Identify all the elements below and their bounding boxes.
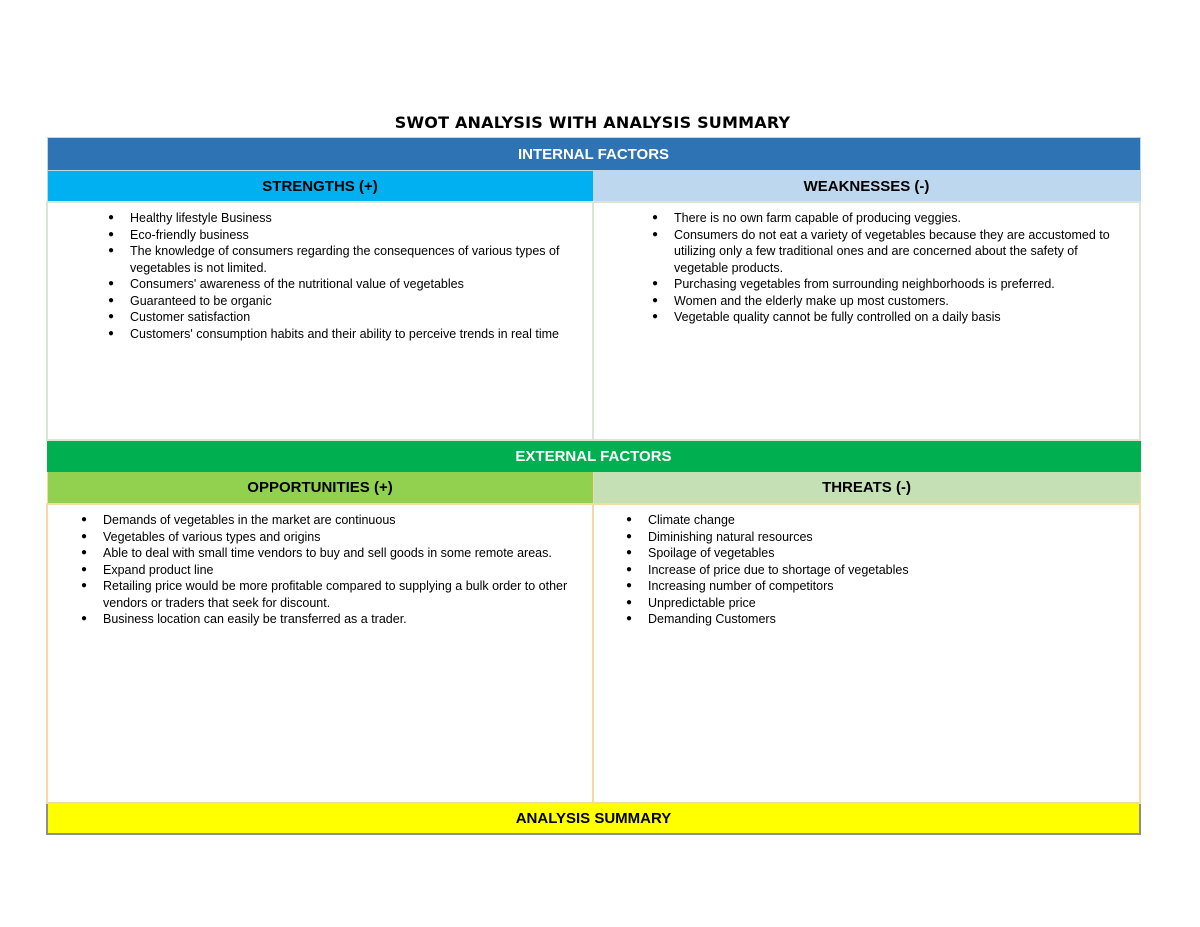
bullet-icon: ● bbox=[652, 278, 659, 289]
bullet-icon: ● bbox=[652, 294, 659, 306]
list-item-text: Climate change bbox=[648, 513, 735, 527]
bullet-icon: ● bbox=[652, 311, 659, 322]
bullet-icon: ● bbox=[626, 514, 633, 525]
list-item bbox=[108, 326, 582, 343]
list-item bbox=[81, 529, 582, 546]
weaknesses-cell bbox=[593, 202, 1140, 440]
opportunities-header: OPPORTUNITIES (+) bbox=[47, 472, 593, 505]
list-item bbox=[626, 545, 1129, 562]
list-item-text: Retailing price would be more profitable compared to supplying a bulk order to other vendors or traders that seek for discount. bbox=[103, 579, 568, 610]
internal-factors-header: INTERNAL FACTORS bbox=[47, 138, 1140, 171]
list-item-text: The knowledge of consumers regarding the consequences of various types of vegetables is not limited. bbox=[130, 244, 560, 275]
bullet-icon: ● bbox=[108, 228, 115, 240]
list-item bbox=[108, 293, 582, 310]
list-item-text: There is no own farm capable of producing veggies. bbox=[674, 211, 961, 225]
list-item-text: Customers' consumption habits and their ability to perceive trends in real time bbox=[130, 326, 559, 341]
bullet-icon: ● bbox=[81, 613, 88, 624]
swot-table bbox=[46, 137, 1141, 835]
list-item-text: Consumers do not eat a variety of vegetables because they are accustomed to utilizing only a few traditional ones and are concerned about the safety of vegetable products. bbox=[674, 227, 1110, 275]
bullet-icon: ● bbox=[626, 547, 633, 558]
bullet-icon: ● bbox=[108, 245, 115, 256]
list-item bbox=[626, 529, 1129, 546]
list-item-text: Guaranteed to be organic bbox=[130, 293, 272, 308]
threats-cell bbox=[593, 504, 1140, 803]
bullet-icon: ● bbox=[626, 563, 633, 575]
bullet-icon: ● bbox=[626, 613, 633, 624]
list-item bbox=[81, 611, 582, 628]
list-item bbox=[626, 512, 1129, 529]
list-item-text: Spoilage of vegetables bbox=[648, 546, 775, 560]
list-item-text: Vegetable quality cannot be fully controlled on a daily basis bbox=[674, 310, 1001, 324]
list-item-text: Increase of price due to shortage of vegetables bbox=[648, 562, 909, 577]
list-item bbox=[108, 227, 582, 244]
opportunities-list bbox=[81, 512, 582, 628]
weaknesses-list bbox=[652, 210, 1135, 326]
list-item-text: Vegetables of various types and origins bbox=[103, 529, 321, 544]
list-item-text: Demanding Customers bbox=[648, 612, 776, 626]
list-item bbox=[108, 210, 582, 227]
opportunities-cell bbox=[47, 504, 593, 803]
list-item bbox=[652, 210, 1135, 227]
list-item bbox=[652, 276, 1135, 293]
list-item-text: Customer satisfaction bbox=[130, 310, 251, 324]
bullet-icon: ● bbox=[108, 294, 115, 306]
bullet-icon: ● bbox=[108, 311, 115, 322]
list-item bbox=[652, 309, 1135, 326]
bullet-icon: ● bbox=[108, 278, 115, 289]
list-item bbox=[626, 595, 1129, 612]
list-item bbox=[626, 578, 1129, 595]
strengths-list bbox=[108, 210, 582, 342]
list-item bbox=[626, 611, 1129, 628]
bullet-icon: ● bbox=[81, 563, 88, 575]
bullet-icon: ● bbox=[81, 547, 88, 558]
list-item bbox=[108, 309, 582, 326]
bullet-icon: ● bbox=[81, 514, 88, 525]
list-item bbox=[652, 227, 1135, 277]
bullet-icon: ● bbox=[108, 327, 115, 339]
strengths-header: STRENGTHS (+) bbox=[47, 171, 593, 203]
list-item-text: Diminishing natural resources bbox=[648, 529, 813, 544]
strengths-cell bbox=[47, 202, 593, 440]
list-item-text: Expand product line bbox=[103, 562, 214, 577]
bullet-icon: ● bbox=[626, 580, 633, 591]
list-item-text: Increasing number of competitors bbox=[648, 579, 834, 593]
threats-header: THREATS (-) bbox=[593, 472, 1140, 505]
bullet-icon: ● bbox=[652, 228, 659, 240]
bullet-icon: ● bbox=[81, 530, 88, 542]
list-item bbox=[81, 512, 582, 529]
bullet-icon: ● bbox=[81, 580, 88, 591]
threats-list bbox=[626, 512, 1129, 628]
list-item bbox=[652, 293, 1135, 310]
list-item bbox=[81, 545, 582, 562]
list-item-text: Able to deal with small time vendors to buy and sell goods in some remote areas. bbox=[103, 546, 552, 560]
list-item-text: Business location can easily be transferred as a trader. bbox=[103, 612, 407, 626]
list-item-text: Eco-friendly business bbox=[130, 227, 249, 242]
list-item bbox=[81, 562, 582, 579]
list-item-text: Women and the elderly make up most customers. bbox=[674, 293, 949, 308]
weaknesses-header: WEAKNESSES (-) bbox=[593, 171, 1140, 203]
bullet-icon: ● bbox=[626, 530, 633, 542]
analysis-summary-header: ANALYSIS SUMMARY bbox=[47, 803, 1140, 834]
list-item bbox=[81, 578, 582, 611]
page-title: SWOT ANALYSIS WITH ANALYSIS SUMMARY bbox=[394, 113, 791, 132]
list-item-text: Consumers' awareness of the nutritional value of vegetables bbox=[130, 277, 464, 291]
list-item-text: Demands of vegetables in the market are continuous bbox=[103, 513, 396, 527]
bullet-icon: ● bbox=[108, 212, 115, 223]
list-item bbox=[108, 276, 582, 293]
list-item bbox=[626, 562, 1129, 579]
list-item bbox=[108, 243, 582, 276]
bullet-icon: ● bbox=[652, 212, 659, 223]
bullet-icon: ● bbox=[626, 596, 633, 608]
external-factors-header: EXTERNAL FACTORS bbox=[47, 440, 1140, 472]
list-item-text: Healthy lifestyle Business bbox=[130, 211, 272, 225]
list-item-text: Purchasing vegetables from surrounding neighborhoods is preferred. bbox=[674, 277, 1055, 291]
list-item-text: Unpredictable price bbox=[648, 595, 756, 610]
